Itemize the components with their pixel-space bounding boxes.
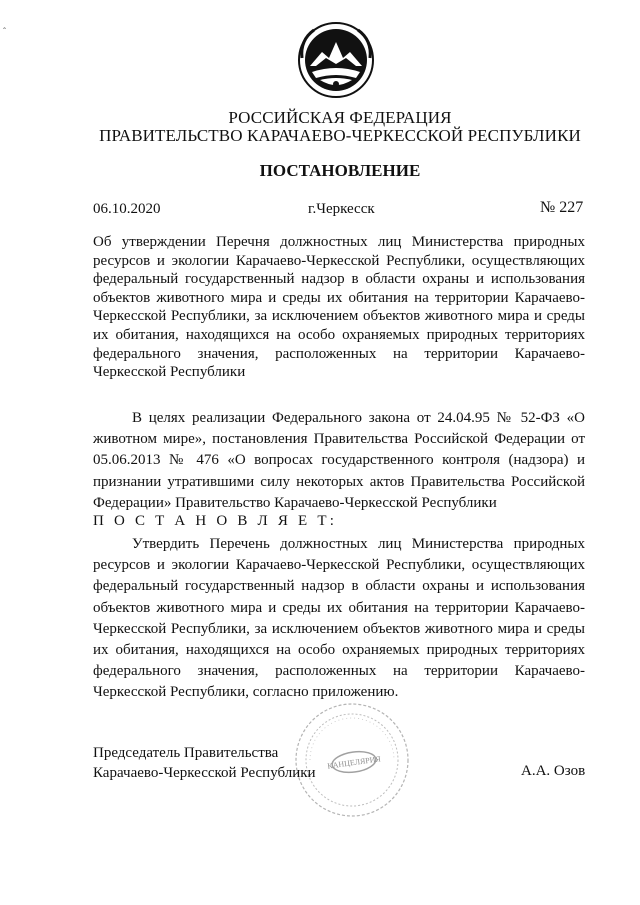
signatory-title-line1: Председатель Правительства xyxy=(93,745,279,761)
preamble-paragraph: В целях реализации Федерального закона от 24.04.95 № 52-ФЗ «О животном мире», постановления Правительства Российской Федерации от 05.06.2013 № 476 «О вопросах государственного контроля (надзора) и признании утратившими силу некоторых актов Правительства Российской Федерации» Правительство Карачаево-Черкесской Республики xyxy=(93,410,585,511)
stamp-text: КАНЦЕЛЯРИЯ xyxy=(326,754,382,771)
document-number: № 227 xyxy=(540,199,584,216)
document-type-title: ПОСТАНОВЛЕНИЕ xyxy=(259,161,421,180)
signatory-title-line2: Карачаево-Черкесской Республики xyxy=(93,764,316,781)
signatory-title xyxy=(93,744,316,783)
signatory-name: А.А. Озов xyxy=(521,763,586,779)
government-heading: ПРАВИТЕЛЬСТВО КАРАЧАЕВО-ЧЕРКЕССКОЙ РЕСПУБЛИКИ xyxy=(99,126,581,145)
scan-mark: ˆ xyxy=(3,26,6,36)
resolves-heading: П О С Т А Н О В Л Я Е Т: xyxy=(93,513,338,529)
document-date: 06.10.2020 xyxy=(93,201,161,217)
order-paragraph: Утвердить Перечень должностных лиц Министерства природных ресурсов и экологии Карачаево-Черкесской Республики, осуществляющих федеральный государственный надзор в области охраны и использования объектов животного мира и среды их обитания на территории Карачаево-Черкесской Республики, за исключением объектов животного мира и среды их обитания, находящихся на особо охраняемых природных территориях федерального значения, расположенных на территории Карачаево-Черкесской Республики, согласно приложению. xyxy=(93,536,585,701)
document-city: г.Черкесск xyxy=(308,201,375,217)
country-heading: РОССИЙСКАЯ ФЕДЕРАЦИЯ xyxy=(228,108,452,127)
coat-of-arms-emblem xyxy=(296,20,376,100)
document-subject: Об утверждении Перечня должностных лиц Министерства природных ресурсов и экологии Карачаево-Черкесской Республики, осуществляющих федеральный государственный надзор в области охраны и использования объектов животного мира и среды их обитания на территории Карачаево-Черкесской Республики, за исключением объектов животного мира и среды их обитания, находящихся на особо охраняемых природных территориях федерального значения, расположенных на территории Карачаево-Черкесской Республики xyxy=(93,234,585,381)
